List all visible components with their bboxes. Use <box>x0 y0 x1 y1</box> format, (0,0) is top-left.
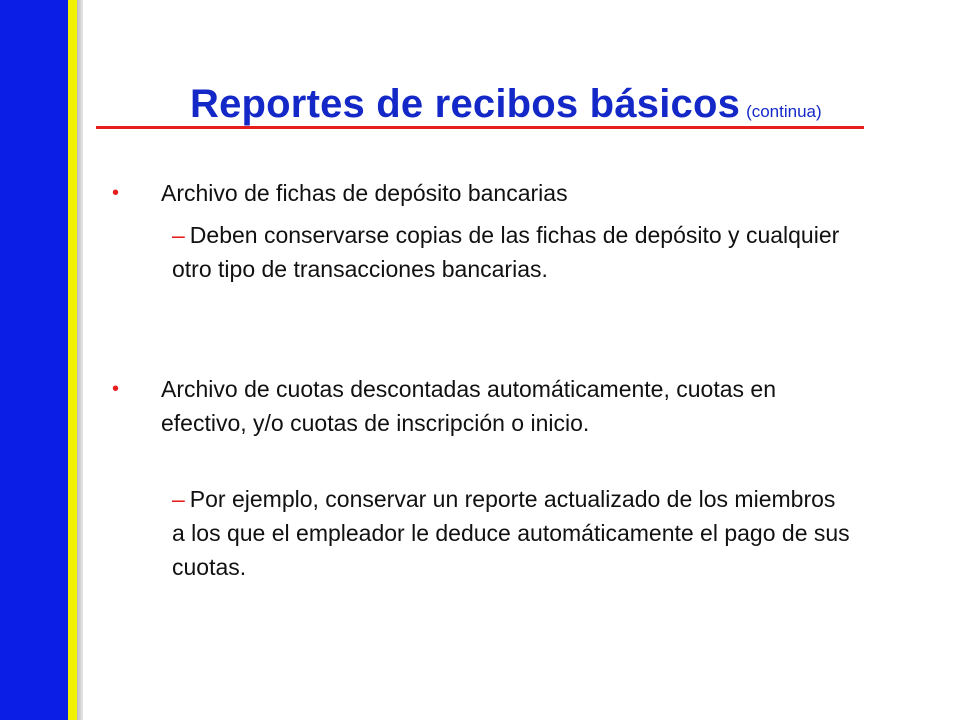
dash-icon: – <box>172 486 185 512</box>
title-underline <box>96 126 864 129</box>
sub-text-2: Por ejemplo, conservar un reporte actualizado de los miembros a los que el empleador le deduce automáticamente el pago de sus cuotas. <box>172 486 850 580</box>
sub-item-2 <box>172 482 852 584</box>
bullet-icon: • <box>112 182 120 204</box>
sub-item-1 <box>172 218 852 286</box>
dash-icon: – <box>172 222 185 248</box>
title-suffix: (continua) <box>746 102 822 121</box>
left-blue-bar <box>0 0 68 720</box>
bullet-text-2: Archivo de cuotas descontadas automáticamente, cuotas en efectivo, y/o cuotas de inscripción o inicio. <box>161 376 776 436</box>
left-yellow-bar <box>68 0 77 720</box>
sub-text-1: Deben conservarse copias de las fichas de depósito y cualquier otro tipo de transacciones bancarias. <box>172 222 840 282</box>
bullet-text-1: Archivo de fichas de depósito bancarias <box>161 180 568 206</box>
title-text: Reportes de recibos básicos <box>190 82 741 126</box>
bullet-item-2 <box>112 372 832 440</box>
slide-title <box>190 82 822 127</box>
left-shadow-bar <box>77 0 83 720</box>
bullet-item-1 <box>112 176 832 210</box>
bullet-icon: • <box>112 378 120 400</box>
